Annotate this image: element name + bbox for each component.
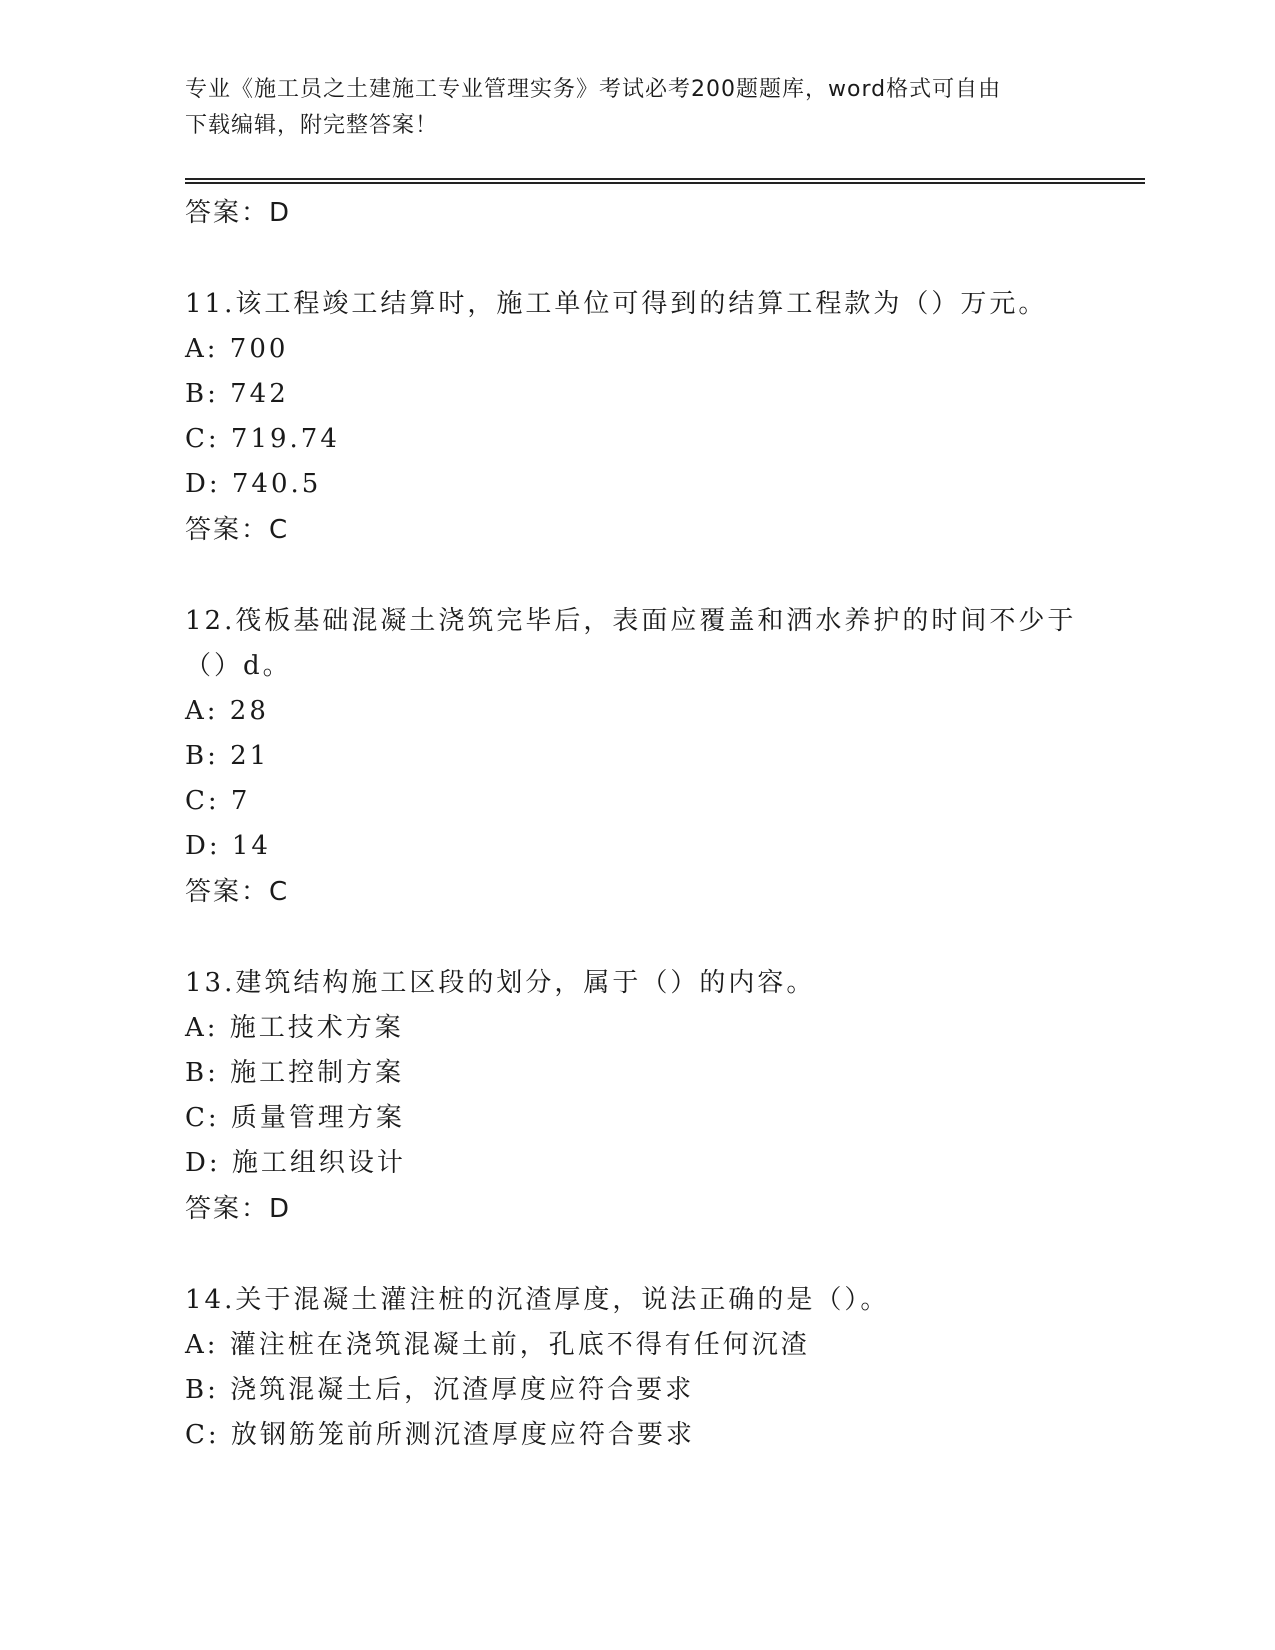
question-stem: 14.关于混凝土灌注桩的沉渣厚度，说法正确的是（）。 — [185, 1285, 890, 1315]
option-a: A: 700 — [185, 334, 289, 364]
question-stem: 13.建筑结构施工区段的划分，属于（）的内容。 — [185, 968, 816, 998]
question-stem: 11.该工程竣工结算时，施工单位可得到的结算工程款为（）万元。 — [185, 289, 1048, 319]
option-b: B: 742 — [185, 379, 289, 409]
option-a: A: 28 — [185, 696, 269, 726]
question-stem: 12.筏板基础混凝土浇筑完毕后，表面应覆盖和洒水养护的时间不少于 — [185, 606, 1077, 636]
question-list — [185, 190, 1145, 1458]
option-d: D: 14 — [185, 831, 271, 861]
option-a: A: 灌注桩在浇筑混凝土前，孔底不得有任何沉渣 — [185, 1330, 810, 1360]
question-14 — [185, 1278, 1145, 1458]
header-divider — [185, 178, 1145, 183]
answer-label: 答案：C — [185, 877, 290, 907]
option-c: C: 质量管理方案 — [185, 1103, 405, 1133]
question-12 — [185, 599, 1145, 915]
option-d: D: 施工组织设计 — [185, 1148, 406, 1178]
option-a: A: 施工技术方案 — [185, 1013, 404, 1043]
option-b: B: 施工控制方案 — [185, 1058, 405, 1088]
option-b: B: 浇筑混凝土后，沉渣厚度应符合要求 — [185, 1375, 695, 1405]
header-line-2: 下载编辑，附完整答案！ — [185, 113, 439, 138]
answer-label: 答案：C — [185, 515, 290, 545]
page-header — [185, 72, 1085, 144]
question-13 — [185, 961, 1145, 1232]
option-c: C: 719.74 — [185, 424, 340, 454]
option-c: C: 放钢筋笼前所测沉渣厚度应符合要求 — [185, 1420, 695, 1450]
answer-label: 答案：D — [185, 198, 292, 228]
option-c: C: 7 — [185, 786, 251, 816]
option-b: B: 21 — [185, 741, 270, 771]
answer-label: 答案：D — [185, 1194, 292, 1224]
question-11 — [185, 282, 1145, 553]
question-stem-continued: （）d。 — [185, 651, 292, 681]
header-line-1: 专业《施工员之土建施工专业管理实务》考试必考200题题库，word格式可自由 — [185, 77, 1002, 102]
option-d: D: 740.5 — [185, 469, 322, 499]
